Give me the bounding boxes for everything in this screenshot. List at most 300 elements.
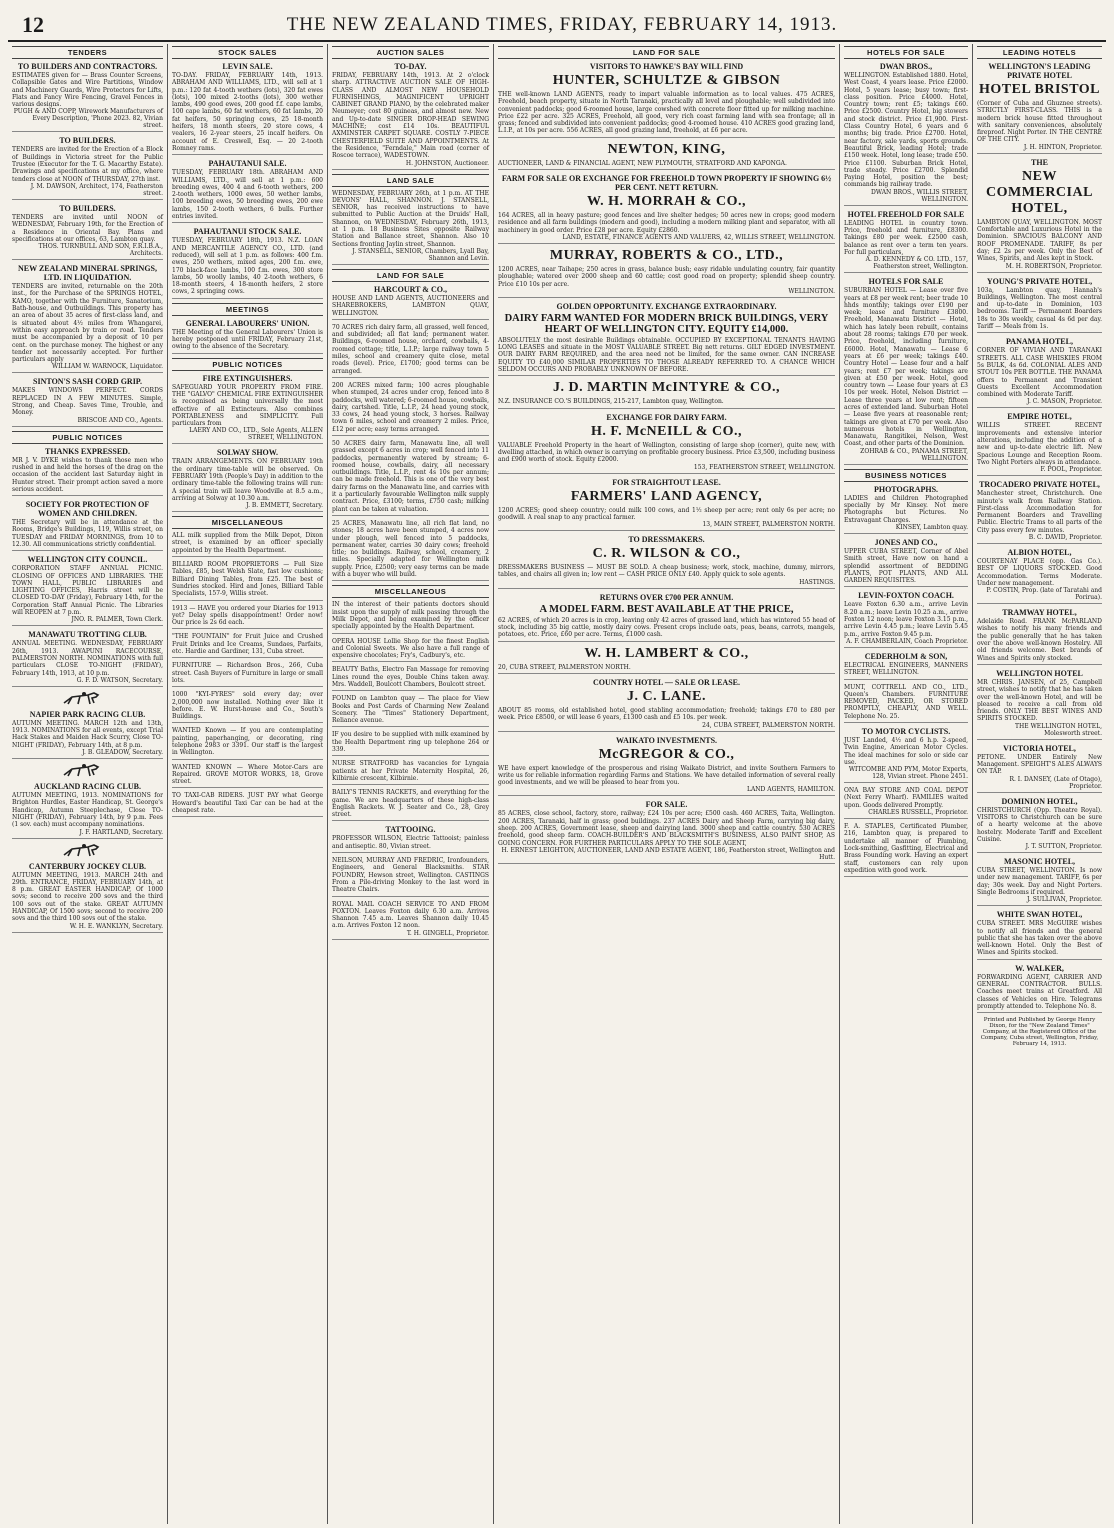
ad-signature: M. H. ROBERTSON, Proprietor. — [1005, 262, 1102, 270]
ad-heading: PANAMA HOTEL, — [1006, 337, 1073, 347]
ad-heading: DOMINION HOTEL, — [1001, 796, 1078, 806]
ad-signature: WELLINGTON. — [788, 287, 835, 295]
ad-heading: TATTOOING. — [385, 825, 436, 835]
ad-body: ELECTRICAL ENGINEERS, MANNERS STREET, WELLINGTON. — [844, 661, 968, 677]
advertisement — [172, 227, 323, 298]
advertisement — [172, 764, 323, 789]
ad-signature: LAERY AND CO., LTD., Sole Agents, ALLEN STREET, WELLINGTON. — [189, 427, 323, 442]
advertisement — [498, 380, 835, 408]
ad-body: PETONE. UNDER Entirely New Management. SPEIGHT'S ALES ALWAYS ON TAP. — [977, 753, 1103, 776]
advertisement — [172, 662, 323, 687]
ad-heading: WELLINGTON'S LEADING PRIVATE HOTEL — [988, 62, 1091, 80]
ad-signature: H. JOHNSTON, Auctioneer. — [405, 159, 489, 167]
ad-body: ROYAL MAIL COACH SERVICE TO AND FROM FOXTON. Leaves Foxton daily 6.30 a.m. Arrives Shannon 7.45 a.m. Leaves Shannon daily 10.45 a.m. Arrives Foxton 12 noon. — [332, 900, 489, 930]
advertisement — [172, 532, 323, 557]
section-heading: LEADING HOTELS — [977, 46, 1102, 59]
ad-display-name: McGREGOR & CO., — [598, 746, 735, 762]
ad-heading: TO-DAY. — [394, 62, 427, 71]
ad-heading: COUNTRY HOTEL — SALE OR LEASE. — [592, 677, 740, 687]
advertisement — [332, 285, 489, 320]
ad-heading: FOR SALE. — [645, 800, 688, 810]
ad-heading: WHITE SWAN HOTEL, — [996, 910, 1083, 920]
ad-heading: FOR STRAIGHTOUT LEASE. — [612, 477, 721, 487]
advertisement — [332, 731, 489, 756]
advertisement — [172, 691, 323, 723]
column-5 — [840, 44, 973, 1524]
ad-display-name: NEWTON, KING, — [607, 141, 726, 157]
ad-body: BILLIARD ROOM PROPRIETORS — Full Size Tables, £85, best Welsh Slate, fast low cushions; Billiard Dining Tables, from £25. The best of Sundries stocked. Hird and Jones, Billiard Table Specialists, 157-9, Willis street. — [172, 561, 323, 598]
advertisement — [977, 62, 1102, 154]
ad-body: SAFEGUARD YOUR PROPERTY FROM FIRE. THE "GALVO" CHEMICAL FIRE EXTINGUISHER is recognised as being universally the most effective of all Extincteurs. Also combines PORTABLENESS and SIMPLICITY. Full particulars from — [172, 383, 323, 428]
advertisement — [172, 792, 323, 817]
advertisement — [844, 538, 968, 587]
ad-body: IN the interest of their patients doctors should insist upon the supply of milk passing through the Milk Depot, and being examined by the officer specially appointed by the Health Department. — [332, 601, 489, 631]
column-4 — [494, 44, 840, 1524]
ad-heading: TO BUILDERS AND CONTRACTORS. — [17, 62, 158, 71]
ad-body: ABSOLUTELY the most desirable Buildings obtainable. OCCUPIED BY EXCEPTIONAL TENANTS HAVING LONG LEASES and situate in the MOST VALUABLE STREET. Big nett returns. GILT EDGED INVESTMENT. OUR DAIRY FARM REQUIRED, and the area need not be limited, for the same owner. CAN INCREASE EQUITY TO £40,000 SIMILAR PROPERTIES TO THOSE ALREADY REFERRED TO. A CHANCE WHICH SELDOM OCCURS AND PROBABLY UNKNOWN OF BEFORE. — [498, 336, 835, 374]
ad-display-name: MURRAY, ROBERTS & CO., LTD., — [549, 247, 784, 263]
ad-body: MAKES WINDOWS PERFECT. CORDS REPLACED IN A FEW MINUTES. Simple, Strong, and Cheap. Saves Time, Trouble, and Money. — [12, 387, 163, 417]
ad-body: UPPER CUBA STREET, Corner of Abel Smith street, Have now on hand a splendid assortment of BEDDING PLANTS, POT PLANTS, AND ALL GARDEN REQUISITES. — [844, 547, 968, 585]
ad-body: PROFESSOR WILSON, Electric Tattooist; painless and antiseptic. 80, Vivian street. — [332, 835, 489, 850]
racehorse-icon — [42, 691, 133, 707]
advertisement — [498, 678, 835, 732]
ad-heading: MASONIC HOTEL, — [1003, 857, 1076, 867]
ad-body: SUBURBAN HOTEL — Lease over five years at £8 per week rent; beer trade 10 hhds monthly; takings over £190 per week; lease and furniture £3800. Freehold, Manawatu District — Hotel, which has lately been rebuilt, contains about 28 rooms; takings £70 per week. Price, freehold, including furniture, £6000. Hotel, Manawatu — Lease 6 years at £6 per week; takings £40. Country Hotel — Lease four and a half years; rent £7 per week; takings are given at £50 per week. Hotel, good country town — Lease four years at £3 10s per week. Hotel, Nelson District — Lease three years at low rent; fifteen acres of extended land. Suburban Hotel — Lease five years at reasonable rent; takings are given at £70 per week. Also numerous hotels in Wellington, Manawatu, Rangitikei, Nelson, West Coast, and other parts of the Dominion. — [844, 287, 968, 448]
ad-body: TRAIN ARRANGEMENTS. ON FEBRUARY 19th the ordinary time-table will be observed. On FEBRUARY 19th (People's Day) in addition to the ordinary time-table the following trains will run: A special train will leave Woodville at 8.5 a.m., arriving at Solway at 10.30 a.m. — [172, 458, 323, 502]
ad-heading: W. WALKER, — [1015, 963, 1064, 973]
newspaper-title: THE NEW ZEALAND TIMES, FRIDAY, FEBRUARY 14, 1913. — [286, 14, 838, 35]
ad-body: THE Meeting of the General Labourers' Union is hereby postponed until FRIDAY, February 21st, owing to the absence of the Secretary. — [172, 328, 323, 351]
section-heading: PUBLIC NOTICES — [12, 431, 163, 444]
ad-signature: J. B. EMMETT, Secretary. — [246, 502, 323, 510]
ad-body: ANNUAL MEETING. WEDNESDAY, FEBRUARY 26th, 1913. AWAPUNI RACECOURSE, PALMERSTON NORTH. NOMINATIONS with full particulars CLOSE TO-NIGHT (FRIDAY), February 14th, 1913, at 10 p.m. — [12, 640, 163, 677]
ad-heading: SOLWAY SHOW. — [216, 448, 279, 458]
advertisement — [332, 695, 489, 727]
advertisement — [977, 744, 1102, 793]
ad-heading: THANKS EXPRESSED. — [45, 446, 130, 456]
ad-body: WELLINGTON. Established 1880. Hotel, West Coast, 4 years lease. Price £2000. Hotel, 5 years lease; busy town; first-class position. Price £4000. Hotel, Country town; rent £5; takings £60. Price £2500. Country Hotel, big stowers and stock district. Price £1,900. First-Class Country Hotel, 6 years and 6 months; big trade. Price £2700. Hotel, near factory, sale yards, sports grounds. Beautiful Brick, leading Hotel; trade £150 week. Hotel, long lease; trade £50. Price £1100. Suburban Brick Hotel, trade steady. Price £2700. Splendid Paying Hotel, position the best; commands big railway trade. — [844, 72, 968, 189]
advertisement — [844, 210, 968, 273]
ad-body: VALUABLE Freehold Property in the heart of Wellington, consisting of large shop (corner), quite new, with dwelling attached, in which owner is carrying on profitable grocery business. Price £3,500, including business and £900 worth of stock. Equity £2000. — [498, 441, 835, 464]
advertisement — [12, 62, 163, 132]
advertisement — [172, 633, 323, 658]
advertisement — [977, 669, 1102, 740]
ad-body: 20, CUBA STREET, PALMERSTON NORTH. — [498, 663, 631, 671]
section-heading: PUBLIC NOTICES — [172, 358, 323, 371]
advertisement — [12, 630, 163, 686]
advertisement — [172, 605, 323, 630]
ad-heading: MANAWATU TROTTING CLUB. — [28, 630, 147, 640]
racehorse-icon — [42, 763, 133, 779]
ad-body: WE have expert knowledge of the prosperous and rising Waikato District, and invite Southern Farmers to write us for reliable information regarding Farms and Stations. We have detailed information of several really good investments, and we will be pleased to hear from you. — [498, 764, 835, 787]
column-1 — [8, 44, 168, 1524]
ad-heading: LEVIN-FOXTON COACH. — [858, 591, 954, 601]
ad-body: MR CHRIS. JANSEN, of 25, Campbell street, wishes to notify that he has taken over the well-known Hotel, and will be pleased to receive a call from old friends. ONLY THE BEST WINES AND SPIRITS STOCKED. — [977, 678, 1102, 723]
ad-body: AUTUMN MEETING, 1913. MARCH 24th and 29th. ENTRANCE, FRIDAY, FEBRUARY 14th, at 8 p.m. GREAT EASTER HANDICAP, Of 1000 sovs; second to receive 200 sovs and the third 100 sovs out of the stake. GREAT AUTUMN HANDICAP, Of 1500 sovs; second to receive 200 sovs and the third 100 sovs out of the stake. — [12, 871, 163, 923]
advertisement — [172, 159, 323, 223]
advertisement — [332, 62, 489, 170]
ad-signature: G. F. D. WATSON, Secretary. — [76, 676, 163, 684]
ad-heading: WAIKATO INVESTMENTS. — [615, 735, 718, 745]
ad-signature: F. POOL, Proprietor. — [1040, 466, 1102, 474]
ad-body: CUBA STREET, WELLINGTON. Is now under new management. TARIFF, 6s per day; 30s week. Day and Night Porters. Single Bedrooms if required. — [977, 867, 1102, 896]
ad-signature: J. C. MASON, Proprietor. — [1027, 398, 1102, 406]
ad-body: FOUND on Lambton quay — The place for View Books and Post Cards of Charming New Zealand Scenery. The "Times" Stationery Department, Reliance avenue. — [332, 695, 489, 725]
ad-body: TUESDAY, FEBRUARY 18th. ABRAHAM AND WILLIAMS, LTD., will sell at 1 p.m.: 600 breeding ewes, 400 4 and 6-tooth wethers, 200 2-tooth wethers, 1000 ewes, 50 wether lambs, 100 breeding ewes, 50 breeding ewes, 200 ewe lambs, 150 2-tooth wethers, 6 bulls. Further entries invited. — [172, 169, 323, 221]
ad-body: CUBA STREET. MRS McGUIRE wishes to notify all friends and the general public that she has taken over the above well-known Hotel. Only the Best of Wines and Spirits stocked. — [977, 920, 1102, 957]
ad-display-name: DAIRY FARM WANTED FOR MODERN BRICK BUILDINGS, VERY HEART OF WELLINGTON CITY. EQUITY £14,000. — [504, 312, 829, 335]
ad-body: DRESSMAKERS BUSINESS — MUST BE SOLD. A cheap business; work, stock, machine, dummy, mirrors, tables, and chairs all given in; low rent — CASH PRICE ONLY £40. Apply quick to sole agents. — [498, 564, 835, 579]
advertisement — [332, 760, 489, 785]
advertisement — [977, 910, 1102, 959]
advertisement — [12, 447, 163, 496]
ad-body: NURSE STRATFORD has vacancies for Lyngaia patients at her Private Maternity Hospital, 26, Kilbirnie crescent, Kilbirnie. — [332, 760, 489, 782]
ad-body: 1200 ACRES; good sheep country; could milk 100 cows, and 1½ sheep per acre; rent only 6s per acre; no goodwill. A real snap to any practical farmer. — [498, 506, 835, 521]
ad-heading: EXCHANGE FOR DAIRY FARM. — [606, 412, 727, 422]
section-heading: LAND FOR SALE — [498, 46, 835, 59]
ad-body: TENDERS are invited for the Erection of a Block of Buildings in Victoria street for the Public Trustee (Executor for the T. G. Macarthy Estate). Drawings and specifications at my office, where tenders close at NOON of THURSDAY, 27th inst. — [12, 146, 163, 183]
ad-body: ESTIMATES given for — Brass Counter Screens, Collapsible Gates and Wire Partitions, Window and Machinery Guards, Wire Protectors for Lifts, Flats and Fancy Wire Fencing, Gravel Fences in various designs. — [12, 72, 163, 109]
masthead — [22, 12, 1102, 38]
ad-body: LADIES and Children Photographed specially by Mr Kinsey. Not mere Photographs but Pictures. No Extravagant Charges. — [844, 494, 968, 524]
advertisement — [844, 591, 968, 647]
ad-display-name: W. H. LAMBERT & CO., — [584, 645, 749, 661]
ad-display-name: J. C. LANE. — [626, 688, 706, 704]
advertisement — [332, 601, 489, 633]
section-heading: MISCELLANEOUS — [172, 516, 323, 529]
ad-body: LAMBTON QUAY, WELLINGTON. MOST Comfortable and Luxurious Hotel in the Dominion. SPACIOUS BALCONY AND ROOF PROMENADE. TARIFF, 8s per day; £2 2s per week. Only the Best of Wines, Spirits, and Ales kept in Stock. — [977, 218, 1102, 263]
ad-body: AUTUMN MEETING. MARCH 12th and 13th, 1913. NOMINATIONS for all events, except Trial Hack Stakes and Maiden Hack Scurry, Close TO-NIGHT (FRIDAY), February 14th, at 8 p.m. — [12, 719, 163, 749]
ad-signature: THOS. TURNBULL AND SON, F.R.I.B.A., Architects. — [38, 243, 163, 258]
advertisement — [332, 825, 489, 853]
advertisement — [977, 797, 1102, 853]
ad-body: BAILY'S TENNIS RACKETS, and everything for the game. We are headquarters of these high-class English Rackets. W. J. Seater and Co., 28, Grey street. — [332, 789, 489, 819]
ad-heading: TROCADERO PRIVATE HOTEL, — [979, 480, 1100, 490]
ad-heading: DWAN BROS., — [879, 62, 933, 71]
ad-body: CHRISTCHURCH (Opp. Theatre Royal). VISITORS to Christchurch can be sure of a hearty welcome at the above hostelry. Moderate Tariff and Excellent Cuisine. — [977, 806, 1102, 843]
ad-signature: LAND, ESTATE, FINANCE AGENTS AND VALUERS, 42, WILLIS STREET, WELLINGTON. — [562, 233, 835, 241]
ad-body: FRIDAY, FEBRUARY 14th, 1913. At 2 o'clock sharp. ATTRACTIVE AUCTION SALE OF HIGH-CLASS AND ALMOST NEW HOUSEHOLD FURNISHINGS, MAGNIFICENT UPRIGHT CABINET GRAND PIANO, by the celebrated maker Neumeyer; cost 80 guineas, and almost new. New and Up-to-date SINGER DROP-HEAD SEWING MACHINE; cost £14 10s. BEAUTIFUL AXMINSTER CARPET SQUARE. COSTLY 7-PIECE CHESTERFIELD SUITE AND APPOINTMENTS. At the Residence, "Ferndale," Main road (corner of Roscoe terrace), WADESTOWN. — [332, 72, 489, 160]
advertisement — [12, 377, 163, 426]
advertisement — [332, 324, 489, 378]
ad-heading: WELLINGTON HOTEL — [996, 668, 1083, 678]
ad-heading: YOUNG'S PRIVATE HOTEL, — [986, 276, 1093, 286]
advertisement — [844, 823, 968, 877]
ad-body: Manchester street, Christchurch. One minute's walk from Railway Station. First-class Accommodation for Permanent Boarders and Travelling Public. Electric Trams to all parts of the City pass every few minutes. — [977, 490, 1102, 534]
ad-heading: SOCIETY FOR PROTECTION OF WOMEN AND CHILDREN. — [25, 500, 150, 519]
advertisement — [498, 142, 835, 170]
ad-signature: HASTINGS. — [799, 578, 835, 586]
section-heading: TENDERS — [12, 46, 163, 59]
ad-body: WANTED Known — If you are contemplating painting, paperhanging, or decorating, ring telephone 2983 or 3391. Our staff is the largest in Wellington. — [172, 727, 323, 757]
section-heading: LAND FOR SALE — [332, 269, 489, 282]
section-heading: MISCELLANEOUS — [332, 585, 489, 598]
advertisement — [12, 555, 163, 626]
ad-display-name: J. D. MARTIN McINTYRE & CO., — [553, 380, 780, 396]
advertisement — [12, 500, 163, 551]
ad-heading: TO MOTOR CYCLISTS. — [861, 727, 951, 736]
ad-signature: P. COSTIN, Prop. (late of Taratahi and Porirua). — [986, 587, 1102, 602]
ad-signature: WILLIAM W. WARNOCK, Liquidator. — [51, 363, 163, 371]
advertisement — [498, 736, 835, 797]
advertisement — [332, 190, 489, 265]
ad-heading: TO DRESSMAKERS. — [628, 535, 705, 545]
ad-body: F. A. STAPLES, Certificated Plumber, 216, Lambton quay, is prepared to undertake all manner of Plumbing, Lock-smithing, Gasfitting, Electrical and Brass Founding work. Having an expert staff, customers can rely upon expedition with good work. — [844, 823, 968, 874]
column-2 — [168, 44, 328, 1524]
ad-body: HOUSE AND LAND AGENTS, AUCTIONEERS and SHAREBROKERS, LAMBTON QUAY, WELLINGTON. — [332, 294, 489, 317]
ad-signature: THE WELLINGTON HOTEL, Molesworth street. — [1015, 722, 1102, 737]
ad-signature: DWAN BROS., WILLIS STREET, WELLINGTON. — [871, 188, 968, 203]
ad-body: ABOUT 85 rooms, old established hotel, good stabling accommodation; freehold; takings £70 to £80 per week. Price £8500, or will lease 6 years, £1300 cash and £5 10s. per week. — [498, 706, 835, 722]
ad-heading: EMPIRE HOTEL, — [1007, 412, 1072, 422]
ad-signature: J. SULLIVAN, Proprietor. — [1026, 896, 1102, 904]
ad-body: 85 ACRES, close school, factory, store, railway; £24 10s per acre; £500 cash. 460 ACRES, Taita, Wellington. 200 ACRES, Taranaki, half in grass; good buildings. 237 ACRES Dairy and Sheep Farm, carrying big dairy, sheep. 200 ACRES, Government lease, sheep and dairying land. 3000 sheep and cattle country. 530 ACRES freehold, good sheep farm. COACH-BUILDER'S AND BLACKSMITH'S BUSINESS, ALSO PAINT SHOP, AS GOING CONCERN. FOR FURTHER PARTICULARS APPLY TO THE SOLE AGENT, — [498, 810, 835, 847]
ad-signature: PUGH & AND COPP, Wirework Manufacturers of Every Description, 'Phone 2023. 82, Vivian street. — [13, 108, 163, 130]
ad-display-name: A MODEL FARM. BEST AVAILABLE AT THE PRICE, — [539, 603, 794, 615]
ad-body: CORNER OF VIVIAN AND TARANAKI STREETS. ALL CASE WHISKIES FROM 5s BULK, 4s 6d. COLONIAL ALES AND STOUT 10s PER BOTTLE. THE PANAMA offers to Permanent and Transient Guests Excellent Accommodation combined with Moderate Tariff. — [977, 347, 1102, 399]
ad-body: TO TAXI-CAB RIDERS. JUST PAY what George Howard's beautiful Taxi Car can be had at the cheapest rate. — [172, 792, 323, 815]
ad-body: MUNT, COTTRELL AND CO., LTD., Queen's Chambers. FURNITURE REMOVED, PACKED, OR STORED PROMPTLY, CHEAPLY, AND WELL. Telephone No. 25. — [844, 683, 968, 720]
ad-heading: VICTORIA HOTEL, — [1003, 743, 1076, 753]
ad-heading: SINTON'S SASH CORD GRIP. — [33, 377, 142, 387]
ad-signature: WITCOMBE AND PYM, Motor Experts, 128, Vivian street. Phone 2451. — [848, 766, 968, 781]
section-heading: MEETINGS — [172, 303, 323, 316]
column-6 — [973, 44, 1106, 1524]
advertisement — [498, 62, 835, 138]
ad-signature: W. H. E. WANKLYN, Secretary. — [69, 922, 163, 930]
ad-heading: NAPIER PARK RACING CLUB. — [29, 709, 146, 719]
advertisement — [844, 62, 968, 206]
advertisement — [977, 480, 1102, 544]
ad-heading: CANTERBURY JOCKEY CLUB. — [28, 861, 147, 871]
ad-body: JUST Landed, 4½ and 6 h.p. 2-speed, Twin Engine, American Motor Cycles. The ideal machines for solo or side car use. — [844, 737, 968, 766]
column-3 — [328, 44, 494, 1524]
advertisement — [172, 561, 323, 600]
advertisement — [498, 248, 835, 298]
section-heading: STOCK SALES — [172, 46, 323, 59]
columns — [8, 44, 1106, 1524]
section-heading: BUSINESS NOTICES — [844, 469, 968, 482]
section-heading: LAND SALE — [332, 174, 489, 187]
ad-signature: 24, CUBA STREET, PALMERSTON NORTH. — [702, 721, 835, 729]
advertisement — [844, 787, 968, 819]
advertisement — [977, 857, 1102, 906]
ad-body: ALL milk supplied from the Milk Depot, Dixon street, is examined by an officer specially appointed by the Health Department. — [172, 532, 323, 554]
advertisement — [12, 843, 163, 933]
ad-body: THE Secretary will be in attendance at the Rooms, Bridge's Buildings, 119, Willis street, on TUESDAY and FRIDAY MORNINGS, from 10 to 12.30. All communications strictly confidential. — [12, 519, 163, 548]
ad-body: 200 ACRES mixed farm; 100 acres ploughable when stumped, 24 acres under crop, fenced into 8 paddocks, well watered; 6-roomed house, cowbails, dairy, cartshed. Title, L.I.P., 24 head young stock, 33 cows, 24 head young stock, 3 horses. Railway town 6 miles, school and creamery 2 miles. Price, £12 per acre; easy terms arranged. — [332, 381, 489, 433]
ad-body: BEAUTY Baths, Electro Fan Massage for removing Lines round the eyes, Double Chins taken away. Mrs. Waddell, Boulcott Chambers, Boulcott street. — [332, 666, 489, 688]
ad-signature: 13, MAIN STREET, PALMERSTON NORTH. — [702, 521, 835, 529]
ad-body: 1000 "KYI-FYRES" sold every day; over 2,000,000 now installed. Nothing ever like it before. E. W. Hurst-house and Co., South's Buildings. — [172, 691, 323, 721]
ad-heading: VISITORS TO HAWKE'S BAY WILL FIND — [589, 62, 744, 71]
ad-signature: J. H. HINTON, Proprietor. — [1023, 143, 1102, 151]
ad-body: WEDNESDAY, FEBRUARY 26th, at 1 p.m. AT THE DEVONS' HALL, SHANNON. J. STANSELL, SENIOR, has received instructions to have submitted to Public Auction at the Druids' Hall, Shannon, on WEDNESDAY, February 26th, 1913, at 1 p.m. 18 Business Sites opposite Railway Station and Ballance street, Shannon. Also 10 Sections fronting Jaylin street, Shannon. — [332, 189, 489, 248]
ad-body: N.Z. INSURANCE CO.'S BUILDINGS, 215-217, Lambton quay, Wellington. — [498, 398, 724, 406]
ad-heading: CEDERHOLM & SON, — [864, 651, 948, 661]
ad-body: 62 ACRES, of which 20 acres is in crop, leaving only 42 acres of grassed land, which has wintered 55 head of stock, including 35 big cattle, mostly dairy cows. Present crops include oats, peas, beans, carrots, mangels, potatoes, etc. Price, £60 per acre. Terms, £1000 cash. — [498, 616, 835, 639]
advertisement — [332, 520, 489, 581]
advertisement — [844, 277, 968, 465]
ad-signature: BRISCOE AND CO., Agents. — [77, 416, 163, 424]
advertisement — [332, 382, 489, 436]
ad-body: TENDERS are invited, returnable on the 20th inst., for the Purchase of the SPRINGS HOTEL, KAMO, together with the Furniture, Sanatorium, Bath-house, and Outbuildings. This property has an area of about 35 acres of first-class land, and is situated about 4½ miles from Whangarei, within easy approach by train or road. Tenders must be accompanied by a deposit of 10 per cent. on the purchase money. The highest or any tender not necessarily accepted. For further particulars apply — [12, 283, 163, 364]
advertisement — [498, 535, 835, 589]
ad-heading: GENERAL LABOURERS' UNION. — [185, 318, 310, 328]
advertisement — [844, 652, 968, 680]
advertisement — [498, 302, 835, 376]
ad-heading: FARM FOR SALE OR EXCHANGE FOR FREEHOLD TOWN PROPERTY IF SHOWING 6½ PER CENT. NETT RETURN. — [501, 174, 832, 193]
advertisement — [498, 413, 835, 474]
ad-body: 103a, Lambton quay, Hannah's Buildings, Wellington. The most central and up-to-date in Dominion, 103 bedrooms. Tariff — Permanent Boarders 18s to 30s weekly, casual 4s 6d per day. Tariff — Meals from 1s. — [977, 286, 1102, 331]
advertisement — [12, 763, 163, 838]
ad-body: (Corner of Cuba and Ghuznee streets). STRICTLY FIRST-CLASS. THIS is a modern brick house fitted throughout with sanitary conveniences, absolutely fireproof. Night Porter. IN THE CENTRE OF THE CITY. — [977, 100, 1102, 144]
ad-body: Leave Foxton 6.30 a.m., arrive Levin 8.20 a.m.; leave Levin 10.25 a.m., arrive Foxton 12 noon; leave Foxton 3.15 p.m., arrive Levin 4.45 p.m.; leave Levin 5.45 p.m., arrive Foxton 9.45 p.m. — [844, 601, 968, 638]
ad-signature: JNO. R. PALMER, Town Clerk. — [71, 616, 163, 624]
advertisement — [12, 264, 163, 373]
advertisement — [977, 548, 1102, 604]
ad-body: THE well-known LAND AGENTS, ready to impart valuable information as to local values. 475 ACRES, Freehold, beach property, situate in North Taranaki, practically all level and ploughable; well subdivided into convenient paddocks; good 6-roomed house, large cowshed with concrete floor fitted up for milking machine. Price £22 per acre. 325 ACRES, Freehold, all good, very rich coast farming land with sea frontage; all in grass; fenced and subdivided into convenient paddocks; good 4-roomed house. 410 ACRES good grazing land, L.I.P., at 10s per acre. 556 ACRES, all good grazing land, freehold, at £6 per acre. — [498, 91, 835, 135]
advertisement — [332, 440, 489, 516]
advertisement — [332, 857, 489, 896]
ad-body: LEADING HOTEL in country town. Price, freehold and furniture, £8300. Takings £80 per week. £2500 cash, balance as rent over a term ten years. For full particulars, — [844, 219, 968, 256]
ad-body: WANTED KNOWN — Where Motor-Cars are Repaired. GROVE MOTOR WORKS, 18, Grove street. — [172, 763, 323, 786]
ad-heading: FIRE EXTINGUISHERS. — [202, 373, 293, 383]
ad-signature: J. STANSELL, SENIOR, Chambers, Lyall Bay, Shannon and Levin. — [352, 247, 489, 262]
printer-imprint: Printed and Published by George Henry Dixon, for the "New Zealand Times" Company, at the Registered Office of the Company, Cuba street, Wellington, Friday, February 14, 1913. — [980, 1017, 1099, 1048]
ad-display-name: FARMERS' LAND AGENCY, — [570, 488, 763, 504]
ad-signature: J. F. HARTLAND, Secretary. — [79, 828, 163, 836]
ad-display-name: H. F. McNEILL & CO., — [590, 423, 743, 439]
ad-heading: LEVIN SALE. — [222, 62, 273, 71]
advertisement — [172, 319, 323, 354]
advertisement — [332, 901, 489, 940]
advertisement — [172, 374, 323, 445]
ad-signature: T. H. GINGELL, Proprietor. — [406, 929, 489, 937]
ad-body: COURTENAY PLACE (opp. Gas Co.). BEST OF LIQUORS STOCKED. Good Accommodation. Terms Moderate. Under new management. — [977, 557, 1102, 587]
ad-display-name: C. R. WILSON & CO., — [592, 546, 741, 562]
ad-heading: ALBION HOTEL, — [1007, 547, 1072, 557]
advertisement — [498, 800, 835, 863]
advertisement — [977, 337, 1102, 408]
ad-display-name: W. H. MORRAH & CO., — [586, 194, 747, 210]
ad-body: TENDERS are invited until NOON of WEDNESDAY, February 19th, for the Erection of a Residence in Oriental Bay. Plans and specifications at our offices, 63, Lambton quay. — [12, 213, 163, 243]
advertisement — [12, 204, 163, 260]
advertisement — [172, 727, 323, 759]
ad-signature: A. F. CHAMBERLAIN, Coach Proprietor. — [846, 637, 968, 645]
ad-body: ONA BAY STORE AND COAL DEPOT (Next Ferry Wharf). FAMILIES waited upon. Goods delivered Promptly. — [844, 787, 968, 809]
advertisement — [977, 964, 1102, 1013]
ad-signature: J. M. DAWSON, Architect, 174, Featherston street. — [30, 182, 163, 197]
ad-body: IF you desire to be supplied with milk examined by the Health Department ring up telephone 264 or 339. — [332, 731, 489, 754]
ad-body: 25 ACRES, Manawatu line, all rich flat land, no stones; 18 acres have been stumped, 4 acres now under plough, well fenced into 5 paddocks, permanent water, carries 30 dairy cows; freehold title; no buildings. Railway, school, creamery, 2 miles. Specially adapted for Wellington milk supply. Price, £2500; very easy terms can be made with a buyer who will build. — [332, 519, 489, 579]
ad-body: AUCTIONEER, LAND & FINANCIAL AGENT, NEW PLYMOUTH, STRATFORD AND KAPONGA. — [498, 159, 787, 167]
advertisement — [172, 62, 323, 155]
advertisement — [498, 478, 835, 532]
ad-heading: AUCKLAND RACING CLUB. — [34, 782, 141, 792]
ad-signature: 153, FEATHERSTON STREET, WELLINGTON. — [693, 463, 835, 471]
advertisement — [332, 666, 489, 691]
ad-body: FORWARDING AGENT, CARRIER AND GENERAL CONTRACTOR. BULLS. Coaches meet trains at Greatford. All classes of Vehicles on Hire. Telegrams promptly attended to. Telephone No. 8. — [977, 973, 1102, 1010]
advertisement — [977, 277, 1102, 334]
ad-heading: RETURNS OVER £700 PER ANNUM. — [599, 592, 734, 602]
ad-heading: HOTELS FOR SALE — [868, 277, 944, 287]
ad-signature: J. B. GLEADOW, Secretary. — [82, 749, 163, 757]
advertisement — [977, 158, 1102, 273]
ad-signature: KINSEY, Lambton quay. — [895, 523, 968, 531]
ad-body: NEILSON, MURRAY AND FREDRIC, Ironfounders, Engineers, and General Blacksmiths. STAR FOUNDRY, Hewson street, Wellington. CASTINGS From a Pile-driving Monkey to the last word in Theatre Chairs. — [332, 857, 489, 894]
advertisement — [844, 727, 968, 783]
ad-body: FURNITURE — Richardson Bros., 266, Cuba street. Cash Buyers of Furniture in large or small lots. — [172, 662, 323, 684]
ad-heading: NEW ZEALAND MINERAL SPRINGS, LTD. IN LIQUIDATION. — [18, 264, 157, 283]
ad-display-name: HUNTER, SCHULTZE & GIBSON — [552, 73, 781, 88]
ad-body: TUESDAY, FEBRUARY 18th, 1913. N.Z. LOAN AND MERCANTILE AGENCY CO., LTD. (and reduced), will sell at 1 p.m. as follows: 400 f.m. ewes, 250 wethers, mixed ages, 200 f.m. ewe, 170 black-face lambs, 100 f.m. ewes, 300 store lambs, 50 woolly lambs, 40 2-tooth wethers, 6 18-month steers, 4 18-month heifers, 2 store cows, 2 springing cows. — [172, 237, 323, 296]
ad-heading: PHOTOGRAPHS. — [873, 484, 939, 494]
ad-display-name: HOTEL BRISTOL — [978, 82, 1100, 97]
ad-body: MR J. V. DYKE wishes to thank those men who rushed in and held the horses of the drag on the occasion of the accident last Saturday night in Hunter street. Their prompt action saved a more serious accident. — [12, 456, 163, 493]
ad-body: 1913 — HAVE you ordered your Diaries for 1913 yet? Delay spells disappointment! Order now! Our price is 2s 6d each. — [172, 604, 323, 627]
ad-body: "THE FOUNTAIN" for Fruit Juice and Crushed Fruit Drinks and Ice Creams, Sundaes, Parfaits, etc. Hardie and Gardiner, 131, Cuba street. — [172, 633, 323, 656]
ad-signature: A. D. KENNEDY & CO. LTD., 157, Featherston street, Wellington. — [865, 256, 968, 271]
ad-heading: PAHAUTANUI SALE. — [208, 159, 287, 169]
ad-heading: HOTEL FREEHOLD FOR SALE — [847, 209, 965, 219]
page-number: 12 — [22, 12, 44, 37]
ad-body: WILLIS STREET. RECENT improvements and extensive interior alterations, including the addition of a new and up-to-date electric lift. New Spacious Lounge and Reception Room. Two Night Porters always in attendance. — [977, 422, 1102, 466]
masthead-rule — [8, 40, 1106, 42]
section-heading: HOTELS FOR SALE — [844, 46, 968, 59]
section-heading: AUCTION SALES — [332, 46, 489, 59]
ad-heading: TRAMWAY HOTEL, — [1002, 608, 1077, 618]
racehorse-icon — [42, 843, 133, 859]
advertisement — [977, 608, 1102, 665]
ad-body: TO-DAY. FRIDAY, FEBRUARY 14th, 1913. ABRAHAM AND WILLIAMS, LTD., will sell at 1 p.m.: 120 fat 4-tooth wethers (lots), 320 fat ewes (lots), 100 mixed 2-tooths (lots), 300 wether lambs, 490 good ewes, 200 good f.f. cape lambs, 100 cape lambs, 60 fat wethers, 60 fat lambs, 20 fat heifers, 50 springing cows, 25 18-month heifers, 18 month steers, 20 store cows, 4 vealers, 16 2-year steers, 25 incalf heifers. On account of E. Creswell, Esq. — 20 2-tooth Romney rams. — [172, 72, 323, 152]
ad-body: 164 ACRES, all in heavy pasture; good fences and live shelter hedges; 50 acres new in crops; good modern residence and all farm buildings (modern and good), including a modern milking plant and separator, with all machinery in good order. Price £28 per acre. Equity £2860. — [498, 212, 835, 234]
advertisement — [12, 136, 163, 199]
advertisement — [844, 485, 968, 534]
ad-body: 1200 ACRES, near Taihape; 250 acres in grass, balance bush; easy ridable undulating country, fair quantity ploughable; watered over 2000 sheep and 60 cattle; cost good road on property; splendid sheep country. Price £10 10s per acre. — [498, 265, 835, 288]
ad-heading: TO BUILDERS. — [59, 136, 116, 146]
ad-body: AUTUMN MEETING, 1913. NOMINATIONS for Brighton Hurdles, Easter Handicap, St. George's Handicap, Autumn Steeplechase, Close TO-NIGHT (FRIDAY), February 14th, by 9 p.m. Fees (1 sov. each) must accompany nominations. — [12, 792, 163, 829]
ad-signature: R. I. DANSEY, (Late of Otago), Proprietor. — [1009, 775, 1102, 790]
ad-signature: CHARLES RUSSELL, Proprietor. — [868, 809, 968, 817]
ad-signature: J. T. SUTTON, Proprietor. — [1025, 843, 1102, 851]
ad-heading: JONES AND CO., — [874, 537, 938, 547]
ad-heading: TO BUILDERS. — [59, 203, 116, 213]
ad-heading: PAHAUTANUI STOCK SALE. — [193, 227, 302, 237]
ad-signature: ZOHRAB & CO., PANAMA STREET, WELLINGTON. — [860, 447, 968, 462]
advertisement — [977, 412, 1102, 476]
ad-signature: B. C. DAVID, Proprietor. — [1028, 533, 1102, 541]
ad-heading: GOLDEN OPPORTUNITY. EXCHANGE EXTRAORDINARY. — [556, 301, 777, 311]
advertisement — [12, 691, 163, 759]
advertisement — [332, 789, 489, 821]
advertisement — [844, 684, 968, 723]
advertisement — [172, 448, 323, 512]
advertisement — [332, 638, 489, 663]
advertisement — [498, 646, 835, 674]
ad-body: CORPORATION STAFF ANNUAL PICNIC. CLOSING OF OFFICES AND LIBRARIES. THE TOWN HALL, PUBLIC LIBRARIES and LIGHTING OFFICES, Harris street will be CLOSED TO-DAY (Friday), February 14th, for the Corporation Staff Annual Picnic. The Libraries will REOPEN at 7 p.m. — [12, 565, 163, 617]
ad-body: OPERA HOUSE Lollie Shop for the finest English and Colonial Sweets. We also have a full range of expensive chocolates; Fry's, Cadbury's, etc. — [332, 637, 489, 660]
ad-body: 50 ACRES dairy farm, Manawatu line, all well grassed except 6 acres in crop; well fenced into 11 paddocks, permanently watered by stream; 6-roomed house, cowbails, dairy, all necessary outbuildings. Title, L.I.P., rent 4s 10s per annum; can be made freehold. This is one of the very best dairy farms on the Manawatu line, and carries with it a particularly favourable Wellington milk supply contract. Price, £3100; terms, £750 cash; milking plant can be taken at valuation. — [332, 439, 489, 513]
ad-display-name: NEW COMMERCIAL HOTEL, — [986, 168, 1093, 216]
advertisement — [498, 174, 835, 244]
ad-heading: WELLINGTON CITY COUNCIL. — [27, 555, 148, 565]
ad-signature: H. ERNEST LEIGHTON, AUCTIONEER, LAND AND ESTATE AGENT, 186, Featherston street, Wellington and Hutt. — [501, 846, 835, 861]
ad-heading: THE — [1031, 157, 1048, 167]
ad-signature: LAND AGENTS, HAMILTON. — [746, 786, 835, 794]
ad-heading: HARCOURT & CO., — [374, 284, 447, 294]
